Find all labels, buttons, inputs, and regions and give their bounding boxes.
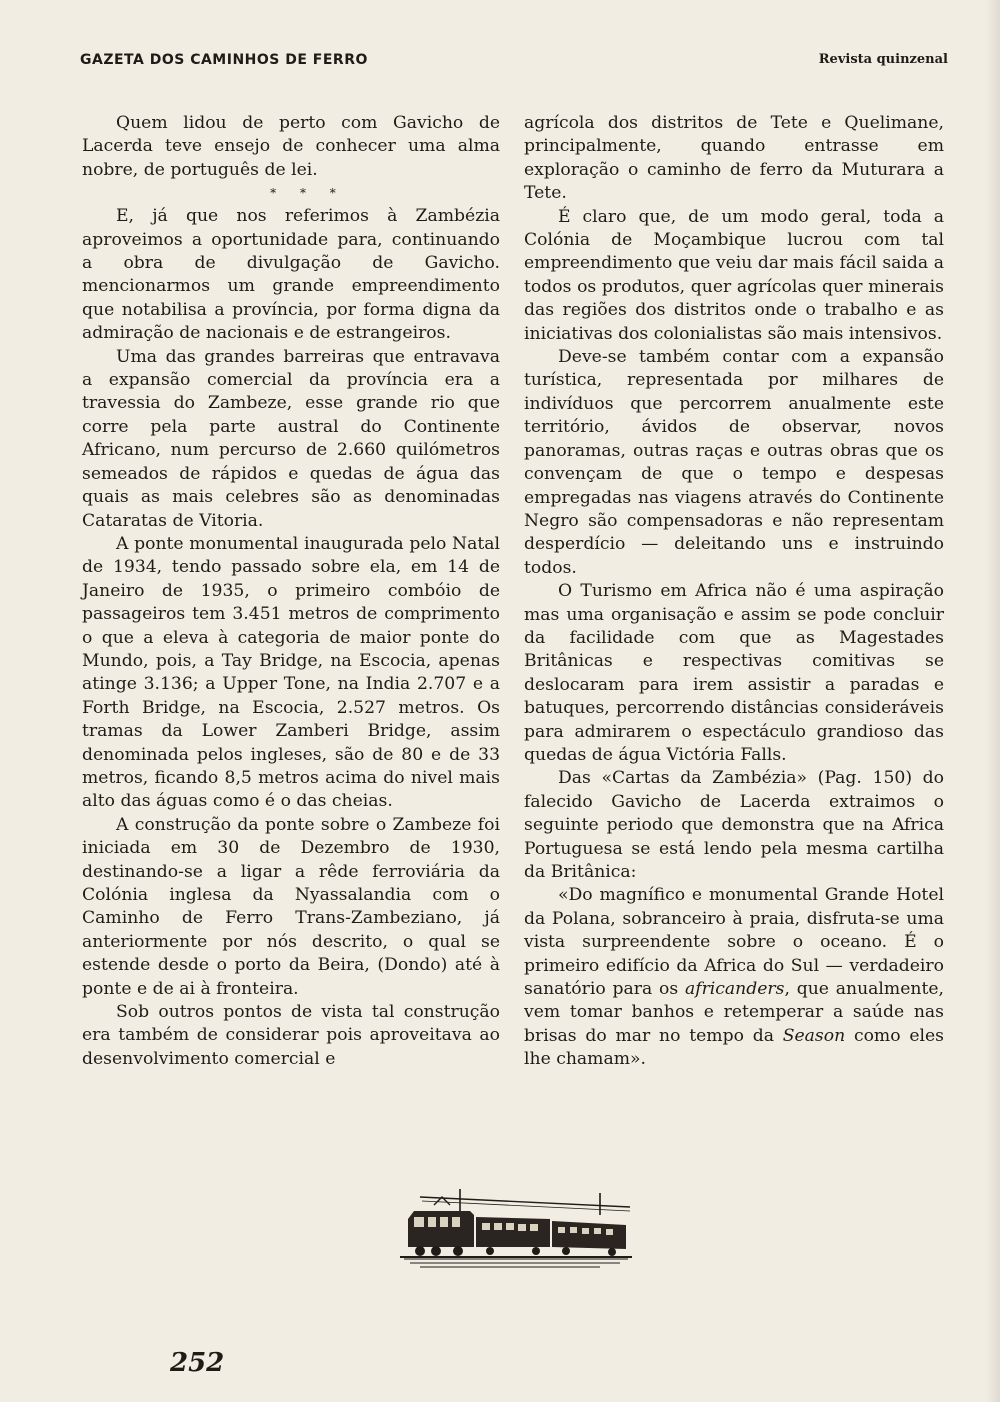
section-separator: * * * xyxy=(270,186,346,201)
quote-emphasis: africanders xyxy=(684,979,785,1000)
left-column xyxy=(82,112,500,1071)
quote-text: , que anualmente, vem tomar banhos e retemperar a saúde nas brisas do mar no tempo da xyxy=(524,979,944,1046)
page-number: 252 xyxy=(170,1348,225,1378)
paragraph: É claro que, de um modo geral, toda a Colónia de Moçambique lucrou com tal empreendimento que veiu dar mais fácil saida a todos os produtos, quer agrícolas quer minerais das regiões dos distritos onde o trabalho e as iniciativas dos colonialistas são mais intensivos. xyxy=(524,206,944,344)
paragraph: A construção da ponte sobre o Zambeze foi iniciada em 30 de Dezembro de 1930, destinando-se a ligar a rêde ferroviária da Colónia inglesa da Nyassalandia com o Caminho de Ferro Trans-Zambeziano, já anteriormente por nós descrito, o qual se estende desde o porto da Beira, (Dondo) até à ponte e de ai à fronteira. xyxy=(82,814,500,999)
paragraph: Sob outros pontos de vista tal construção era também de considerar pois aproveitava ao desenvolvimento comercial e xyxy=(82,1002,500,1069)
quotation-paragraph xyxy=(524,884,944,1071)
quote-text: «Do magnífico e monumental Grande Hotel da Polana, sobranceiro à praia, disfruta-se uma vista surpreendente sobre o oceano. É o primeiro edifício da Africa do Sul — verdadeiro sanatório para os xyxy=(524,885,944,1000)
paragraph: Deve-se também contar com a expansão turística, representada por milhares de indivíduos que percorrem anualmente este território, ávidos de observar, novos panoramas, outras raças e outras obras que os convençam de que o tempo e despesas empregadas nas viagens através do Continente Negro são compensadoras e não representam desperdício — deleitando uns e instruindo todos. xyxy=(524,347,944,578)
paragraph: A ponte monumental inaugurada pelo Natal de 1934, tendo passado sobre ela, em 14 de Janeiro de 1935, o primeiro combóio de passageiros tem 3.451 metros de comprimento o que a eleva à categoria de maior ponte do Mundo, pois, a Tay Bridge, na Escocia, apenas atinge 3.136; a Upper Tone, na India 2.707 e a Forth Bridge, na Escocia, 2.527 metros. Os tramas da Lower Zamberi Bridge, assim denominada pelos ingleses, são de 80 e de 33 metros, ficando 8,5 metros acima do nivel mais alto das águas como é o das cheias. xyxy=(82,533,500,812)
paragraph: agrícola dos distritos de Tete e Quelimane, principalmente, quando entrasse em exploração o caminho de ferro da Muturara a Tete. xyxy=(524,113,944,204)
paragraph: Uma das grandes barreiras que entravava a expansão comercial da província era a travessia do Zambeze, esse grande rio que corre pela parte austral do Continente Africano, num percurso de 2.660 quilómetros semeados de rápidos e quedas de água das quais as mais celebres são as denominadas Cataratas de Vitoria. xyxy=(82,346,500,531)
page-edge-shadow xyxy=(986,0,1000,1402)
magazine-title: GAZETA DOS CAMINHOS DE FERRO xyxy=(80,52,368,68)
quote-text: como eles lhe chamam». xyxy=(524,1025,944,1070)
quote-emphasis: Season xyxy=(782,1025,846,1046)
running-header xyxy=(80,52,948,72)
paragraph: Quem lidou de perto com Gavicho de Lacerda teve ensejo de conhecer uma alma nobre, de português de lei. xyxy=(82,113,500,180)
paragraph: E, já que nos referimos à Zambézia aproveimos a oportunidade para, continuando a obra de divulgação de Gavicho. mencionarmos um grande empreendimento que notabilisa a província, por forma digna da admiração de nacionais e de estrangeiros. xyxy=(82,206,500,344)
right-column xyxy=(524,112,944,1072)
paragraph: O Turismo em Africa não é uma aspiração mas uma organisação e assim se pode concluir da facilidade com que as Magestades Britânicas e respectivas comitivas se deslocaram para irem assistir a paradas e batuques, percorrendo distâncias consideráveis para admirarem o espectáculo grandioso das quedas de água Victória Falls. xyxy=(524,581,944,765)
magazine-subtitle: Revista quinzenal xyxy=(818,52,948,67)
paragraph: Das «Cartas da Zambézia» (Pag. 150) do falecido Gavicho de Lacerda extraimos o seguinte periodo que demonstra que na Africa Portuguesa se está lendo pela mesma cartilha da Britânica: xyxy=(524,768,944,882)
train-illustration-icon xyxy=(400,1185,632,1269)
